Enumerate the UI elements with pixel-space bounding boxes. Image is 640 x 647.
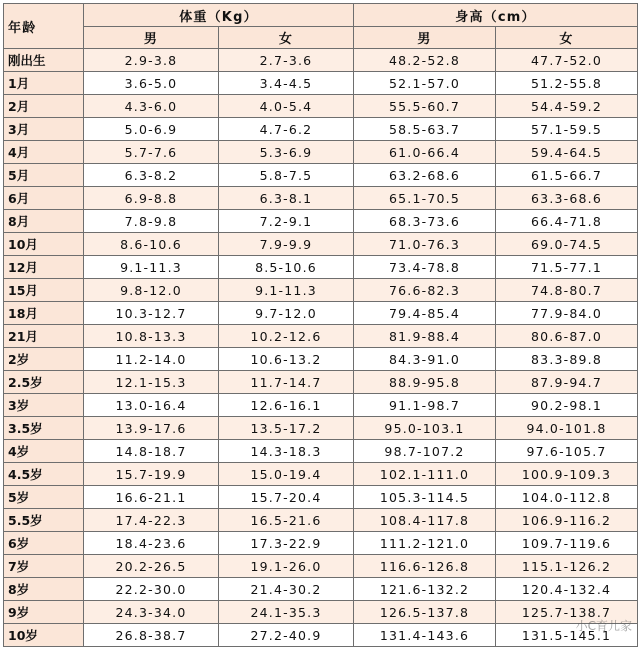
height-female-cell: 83.3-89.8	[496, 348, 638, 371]
height-male-cell: 88.9-95.8	[354, 371, 496, 394]
height-male-cell: 81.9-88.4	[354, 325, 496, 348]
weight-female-cell: 15.0-19.4	[219, 463, 354, 486]
weight-female-cell: 15.7-20.4	[219, 486, 354, 509]
weight-female-cell: 21.4-30.2	[219, 578, 354, 601]
height-female-cell: 51.2-55.8	[496, 72, 638, 95]
weight-male-cell: 20.2-26.5	[84, 555, 219, 578]
height-male-cell: 108.4-117.8	[354, 509, 496, 532]
weight-male-cell: 26.8-38.7	[84, 624, 219, 647]
height-female-cell: 109.7-119.6	[496, 532, 638, 555]
height-female-cell: 115.1-126.2	[496, 555, 638, 578]
height-male-cell: 58.5-63.7	[354, 118, 496, 141]
growth-standards-table	[3, 3, 638, 647]
age-cell: 12月	[4, 256, 84, 279]
weight-male-cell: 12.1-15.3	[84, 371, 219, 394]
height-female-header: 女	[496, 27, 638, 49]
age-cell: 4岁	[4, 440, 84, 463]
weight-male-cell: 13.9-17.6	[84, 417, 219, 440]
weight-male-cell: 13.0-16.4	[84, 394, 219, 417]
age-cell: 7岁	[4, 555, 84, 578]
weight-female-cell: 2.7-3.6	[219, 49, 354, 72]
height-male-cell: 126.5-137.8	[354, 601, 496, 624]
weight-female-cell: 11.7-14.7	[219, 371, 354, 394]
weight-male-cell: 8.6-10.6	[84, 233, 219, 256]
weight-male-cell: 9.1-11.3	[84, 256, 219, 279]
height-female-cell: 69.0-74.5	[496, 233, 638, 256]
age-cell: 10月	[4, 233, 84, 256]
age-column-header: 年龄	[4, 4, 84, 49]
table-row	[4, 256, 638, 279]
height-group-header: 身高（cm）	[354, 4, 638, 27]
table-row	[4, 95, 638, 118]
age-cell: 3月	[4, 118, 84, 141]
height-male-cell: 71.0-76.3	[354, 233, 496, 256]
height-female-cell: 87.9-94.7	[496, 371, 638, 394]
table-row	[4, 440, 638, 463]
weight-female-cell: 19.1-26.0	[219, 555, 354, 578]
age-cell: 2月	[4, 95, 84, 118]
weight-female-header: 女	[219, 27, 354, 49]
weight-female-cell: 27.2-40.9	[219, 624, 354, 647]
age-cell: 5岁	[4, 486, 84, 509]
age-cell: 3岁	[4, 394, 84, 417]
weight-male-cell: 5.0-6.9	[84, 118, 219, 141]
table-row	[4, 601, 638, 624]
age-cell: 21月	[4, 325, 84, 348]
height-male-cell: 68.3-73.6	[354, 210, 496, 233]
height-male-cell: 121.6-132.2	[354, 578, 496, 601]
height-female-cell: 100.9-109.3	[496, 463, 638, 486]
height-female-cell: 106.9-116.2	[496, 509, 638, 532]
weight-male-cell: 11.2-14.0	[84, 348, 219, 371]
age-cell: 5月	[4, 164, 84, 187]
age-cell: 8岁	[4, 578, 84, 601]
weight-male-cell: 18.4-23.6	[84, 532, 219, 555]
weight-group-header: 体重（Kg）	[84, 4, 354, 27]
table-row	[4, 509, 638, 532]
age-cell: 8月	[4, 210, 84, 233]
weight-male-cell: 17.4-22.3	[84, 509, 219, 532]
weight-male-cell: 24.3-34.0	[84, 601, 219, 624]
table-row	[4, 141, 638, 164]
height-female-cell: 77.9-84.0	[496, 302, 638, 325]
weight-male-cell: 10.3-12.7	[84, 302, 219, 325]
height-female-cell: 80.6-87.0	[496, 325, 638, 348]
table-row	[4, 49, 638, 72]
table-row	[4, 187, 638, 210]
height-female-cell: 63.3-68.6	[496, 187, 638, 210]
weight-female-cell: 6.3-8.1	[219, 187, 354, 210]
height-male-cell: 63.2-68.6	[354, 164, 496, 187]
weight-female-cell: 10.2-12.6	[219, 325, 354, 348]
height-male-cell: 131.4-143.6	[354, 624, 496, 647]
height-male-cell: 55.5-60.7	[354, 95, 496, 118]
height-male-cell: 76.6-82.3	[354, 279, 496, 302]
height-female-cell: 57.1-59.5	[496, 118, 638, 141]
table-row	[4, 532, 638, 555]
table-row	[4, 72, 638, 95]
weight-female-cell: 13.5-17.2	[219, 417, 354, 440]
height-male-cell: 61.0-66.4	[354, 141, 496, 164]
age-cell: 2.5岁	[4, 371, 84, 394]
header-row-groups	[4, 4, 638, 27]
age-cell: 1月	[4, 72, 84, 95]
weight-female-cell: 17.3-22.9	[219, 532, 354, 555]
table-row	[4, 118, 638, 141]
weight-male-cell: 15.7-19.9	[84, 463, 219, 486]
age-cell: 6月	[4, 187, 84, 210]
table-row	[4, 302, 638, 325]
weight-female-cell: 7.9-9.9	[219, 233, 354, 256]
age-cell: 2岁	[4, 348, 84, 371]
height-male-cell: 52.1-57.0	[354, 72, 496, 95]
weight-female-cell: 5.8-7.5	[219, 164, 354, 187]
height-female-cell: 125.7-138.7	[496, 601, 638, 624]
weight-female-cell: 10.6-13.2	[219, 348, 354, 371]
table-row	[4, 233, 638, 256]
height-male-header: 男	[354, 27, 496, 49]
height-male-cell: 84.3-91.0	[354, 348, 496, 371]
weight-male-cell: 16.6-21.1	[84, 486, 219, 509]
table-row	[4, 325, 638, 348]
age-cell: 5.5岁	[4, 509, 84, 532]
weight-male-cell: 7.8-9.8	[84, 210, 219, 233]
weight-female-cell: 12.6-16.1	[219, 394, 354, 417]
table-row	[4, 578, 638, 601]
age-cell: 15月	[4, 279, 84, 302]
height-female-cell: 54.4-59.2	[496, 95, 638, 118]
height-male-cell: 105.3-114.5	[354, 486, 496, 509]
height-male-cell: 95.0-103.1	[354, 417, 496, 440]
table-row	[4, 624, 638, 647]
weight-female-cell: 9.7-12.0	[219, 302, 354, 325]
height-male-cell: 65.1-70.5	[354, 187, 496, 210]
age-cell: 10岁	[4, 624, 84, 647]
height-female-cell: 131.5-145.1	[496, 624, 638, 647]
height-female-cell: 59.4-64.5	[496, 141, 638, 164]
height-female-cell: 94.0-101.8	[496, 417, 638, 440]
table-row	[4, 164, 638, 187]
height-male-cell: 98.7-107.2	[354, 440, 496, 463]
weight-male-cell: 5.7-7.6	[84, 141, 219, 164]
height-female-cell: 120.4-132.4	[496, 578, 638, 601]
weight-male-cell: 2.9-3.8	[84, 49, 219, 72]
table-row	[4, 417, 638, 440]
weight-female-cell: 8.5-10.6	[219, 256, 354, 279]
table-row	[4, 371, 638, 394]
height-female-cell: 71.5-77.1	[496, 256, 638, 279]
height-male-cell: 48.2-52.8	[354, 49, 496, 72]
age-cell: 4.5岁	[4, 463, 84, 486]
height-female-cell: 66.4-71.8	[496, 210, 638, 233]
height-male-cell: 111.2-121.0	[354, 532, 496, 555]
weight-female-cell: 4.0-5.4	[219, 95, 354, 118]
height-female-cell: 104.0-112.8	[496, 486, 638, 509]
weight-male-cell: 14.8-18.7	[84, 440, 219, 463]
weight-female-cell: 7.2-9.1	[219, 210, 354, 233]
weight-female-cell: 14.3-18.3	[219, 440, 354, 463]
table-row	[4, 486, 638, 509]
height-female-cell: 90.2-98.1	[496, 394, 638, 417]
table-row	[4, 279, 638, 302]
growth-chart-table-container	[3, 3, 637, 643]
weight-female-cell: 3.4-4.5	[219, 72, 354, 95]
height-male-cell: 102.1-111.0	[354, 463, 496, 486]
table-row	[4, 555, 638, 578]
weight-female-cell: 24.1-35.3	[219, 601, 354, 624]
table-row	[4, 394, 638, 417]
height-male-cell: 116.6-126.8	[354, 555, 496, 578]
table-body	[4, 49, 638, 647]
table-row	[4, 463, 638, 486]
height-female-cell: 47.7-52.0	[496, 49, 638, 72]
weight-female-cell: 4.7-6.2	[219, 118, 354, 141]
weight-male-cell: 3.6-5.0	[84, 72, 219, 95]
weight-female-cell: 9.1-11.3	[219, 279, 354, 302]
age-cell: 9岁	[4, 601, 84, 624]
height-female-cell: 74.8-80.7	[496, 279, 638, 302]
height-female-cell: 61.5-66.7	[496, 164, 638, 187]
height-male-cell: 73.4-78.8	[354, 256, 496, 279]
age-cell: 刚出生	[4, 49, 84, 72]
table-row	[4, 210, 638, 233]
weight-female-cell: 5.3-6.9	[219, 141, 354, 164]
weight-male-cell: 4.3-6.0	[84, 95, 219, 118]
age-cell: 3.5岁	[4, 417, 84, 440]
height-male-cell: 91.1-98.7	[354, 394, 496, 417]
weight-male-header: 男	[84, 27, 219, 49]
age-cell: 4月	[4, 141, 84, 164]
header-row-sex	[4, 27, 638, 49]
weight-male-cell: 10.8-13.3	[84, 325, 219, 348]
age-cell: 6岁	[4, 532, 84, 555]
weight-male-cell: 6.9-8.8	[84, 187, 219, 210]
weight-male-cell: 9.8-12.0	[84, 279, 219, 302]
table-row	[4, 348, 638, 371]
height-female-cell: 97.6-105.7	[496, 440, 638, 463]
weight-female-cell: 16.5-21.6	[219, 509, 354, 532]
age-cell: 18月	[4, 302, 84, 325]
weight-male-cell: 6.3-8.2	[84, 164, 219, 187]
height-male-cell: 79.4-85.4	[354, 302, 496, 325]
weight-male-cell: 22.2-30.0	[84, 578, 219, 601]
watermark-text: 小C育儿家	[575, 619, 632, 633]
